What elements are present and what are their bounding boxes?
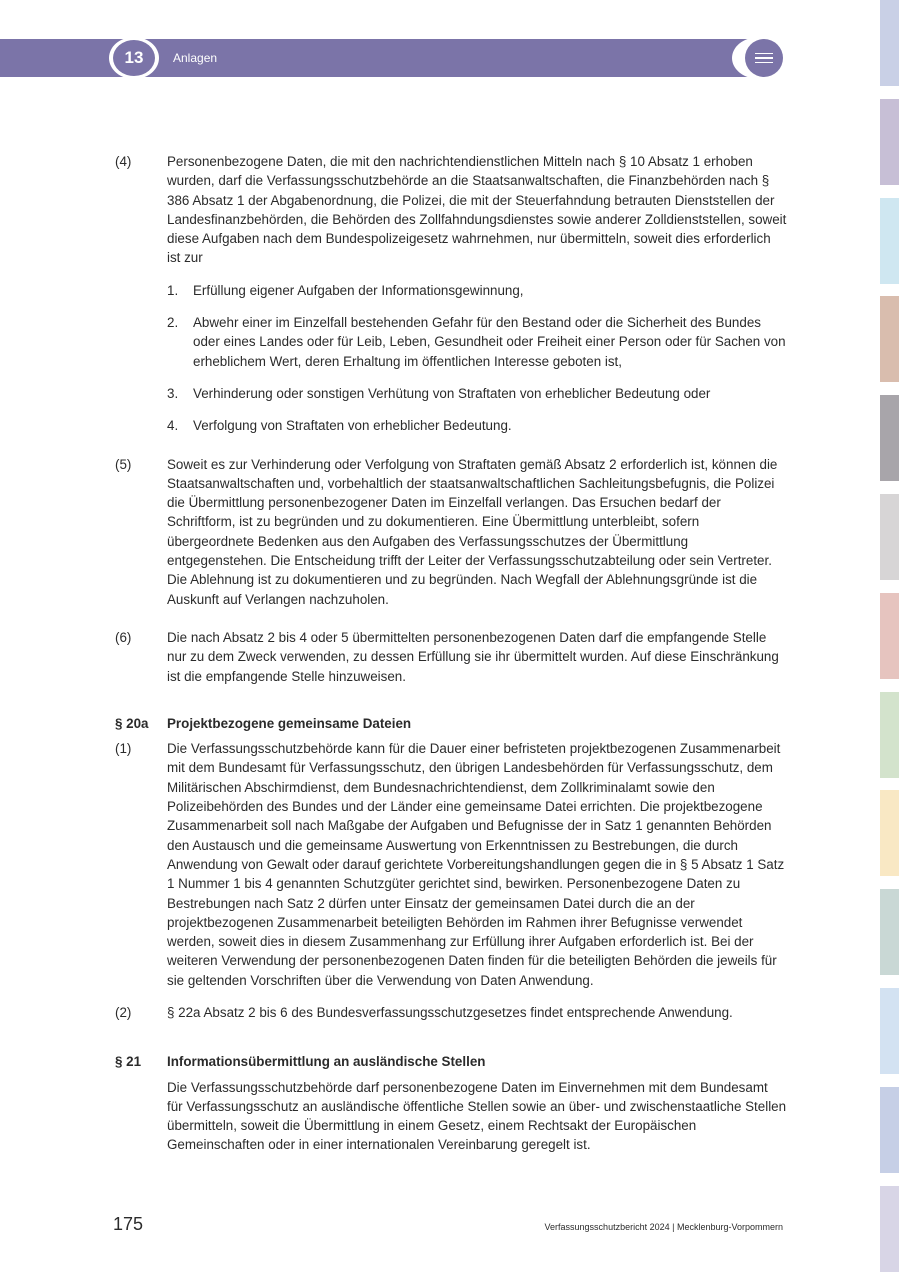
section-20a-paragraph-1: (1) Die Verfassungsschutzbehörde kann für die Dauer einer befristeten projektbezogenen Zusammenarbeit mit dem Bundesamt für Verfassungsschutz, den übrigen Landesbehörden für Verfassungsschutz, dem Militärischen Abschirmdienst, dem Bundesnachrichtendienst, dem Zollkriminalamt sowie den Polizeibehörden des Bundes und der Länder eine gemeinsame Datei errichten. Die projektbezogene Zusammenarbeit soll nach Maßgabe der Aufgaben und Befugnisse der in Satz 1 genannten Behörden den Austausch und die gemeinsame Auswertung von Erkenntnissen zu Bestrebungen, die durch Anwendung von Gewalt oder darauf gerichtete Vorbereitungshandlungen gegen die in § 5 Absatz 1 Satz 1 Nummer 1 bis 4 genannten Schutzgüter gerichtet sind, bewirken. Personenbezogene Daten zu Bestrebungen nach Satz 2 dürfen unter Einsatz der gemeinsamen Datei durch die an der projektbezogenen Zusammenarbeit beteiligten Behörden im Rahmen ihrer Befugnisse verwendet werden, soweit dies in diesem Zusammenhang zur Erfüllung ihrer Aufgaben erforderlich ist. Bei der weiteren Verwendung der personenbezogenen Daten finden für die beteiligten Behörden die jeweils für sie geltenden Vorschriften über die Verwendung von Daten Anwendung. bbox=[115, 741, 785, 988]
chapter-tab[interactable] bbox=[880, 692, 899, 778]
chapter-tab[interactable] bbox=[880, 889, 899, 975]
hamburger-icon bbox=[755, 53, 773, 55]
chapter-tab[interactable] bbox=[880, 395, 899, 481]
list-item: 1. Erfüllung eigener Aufgaben der Informationsgewinnung, bbox=[167, 282, 524, 298]
chapter-tab[interactable] bbox=[880, 988, 899, 1074]
chapter-tab[interactable] bbox=[880, 99, 899, 185]
section-heading-20a: § 20a Projektbezogene gemeinsame Dateien bbox=[115, 715, 412, 731]
chapter-number: 13 bbox=[113, 40, 155, 76]
enumerated-list bbox=[167, 281, 787, 436]
chapter-tab[interactable] bbox=[880, 0, 899, 86]
paragraph-6: (6) Die nach Absatz 2 bis 4 oder 5 übermittelten personenbezogenen Daten darf die empfangende Stelle nur zu dem Zweck verwenden, zu dessen Erfüllung sie ihr übermittelt wurden. Auf diese Einschränkung ist die empfangende Stelle hinzuweisen. bbox=[115, 629, 779, 684]
chapter-tab[interactable] bbox=[880, 296, 899, 382]
chapter-tab[interactable] bbox=[880, 790, 899, 876]
chapter-tab[interactable] bbox=[880, 494, 899, 580]
chapter-tab[interactable] bbox=[880, 1186, 899, 1272]
list-item: 2. Abwehr einer im Einzelfall bestehenden Gefahr für den Bestand oder die Sicherheit des Bundes oder eines Landes oder für Leib, Leben, Gesundheit oder Freiheit einer Person oder für Sachen von erheblichem Wert, deren Erhaltung im öffentlichen Interesse geboten ist, bbox=[167, 315, 786, 369]
paragraph-4: (4) Personenbezogene Daten, die mit den nachrichtendienstlichen Mitteln nach § 10 Absatz 1 erhoben wurden, darf die Verfassungsschutzbehörde an die Staatsanwaltschaften, die Finanzbehörden nach § 386 Absatz 1 der Abgabenordnung, die Polizei, die mit der Steuerfahndung betrauten Dienststellen der Landesfinanzbehörden, die Behörden des Zollfahndungsdienstes sowie anderer Zolldienststellen, soweit diese Aufgaben nach dem Bundespolizeigesetz wahrnehmen, nur übermitteln, soweit dies erforderlich ist zur 1. Erfüllung eigener Aufgaben der Informationsgewinnung, 2. Abwehr einer im Einzelfall bestehenden Gefahr für den Bestand oder die Sicherheit des Bundes oder eines Landes oder für Leib, Leben, Gesundheit oder Freiheit einer Person oder für Sachen von erheblichem Wert, deren Erhaltung im öffentlichen Interesse geboten ist, 3. Verhinderung oder sonstigen Verhütung von Straftaten von erheblicher Bedeutung oder 4. Verfolgung von Straftaten von erheblicher Bedeutung. bbox=[115, 152, 787, 436]
section-20a-paragraph-2: (2) § 22a Absatz 2 bis 6 des Bundesverfassungsschutzgesetzes findet entsprechende Anwendung. bbox=[115, 1004, 733, 1020]
footer-document-title: Verfassungsschutzbericht 2024 | Mecklenburg-Vorpommern bbox=[544, 1222, 783, 1232]
chapter-tab[interactable] bbox=[880, 1087, 899, 1173]
section-21-text: Die Verfassungsschutzbehörde darf personenbezogene Daten im Einvernehmen mit dem Bundesamt für Verfassungsschutz an ausländische öffentliche Stellen sowie an über- und zwischenstaatliche Stellen übermitteln, soweit die Übermittlung in einem Gesetz, einem Rechtsakt der Europäischen Gemeinschaften oder in einer internationalen Vereinbarung geregelt ist. bbox=[167, 1079, 787, 1153]
section-heading-21: § 21 Informationsübermittlung an ausländische Stellen bbox=[115, 1054, 486, 1070]
paragraph-5: (5) Soweit es zur Verhinderung oder Verfolgung von Straftaten gemäß Absatz 2 erforderlich ist, können die Staatsanwaltschaften und, vorbehaltlich der staatsanwaltschaftlichen Sachleitungsbefugnis, die Polizei die Übermittlung personenbezogener Daten im Einzelfall verlangen. Das Ersuchen bedarf der Schriftform, ist zu begründen und zu dokumentieren. Eine Übermittlung unterbleibt, sofern übergeordnete Bedenken aus den Aufgaben des Verfassungsschutzes der Übermittlung entgegenstehen. Die Entscheidung trifft der Leiter der Verfassungsschutzabteilung oder sein Vertreter. Die Ablehnung ist zu dokumentieren und zu begründen. Nach Wegfall der Ablehnungsgründe ist die Auskunft auf Verlangen nachzuholen. bbox=[115, 456, 778, 607]
document-body bbox=[115, 152, 787, 1155]
list-item: 4. Verfolgung von Straftaten von erheblicher Bedeutung. bbox=[167, 418, 512, 434]
chapter-tab[interactable] bbox=[880, 593, 899, 679]
page-number: 175 bbox=[113, 1214, 144, 1234]
chapter-tab[interactable] bbox=[880, 198, 899, 284]
menu-button[interactable] bbox=[745, 39, 783, 77]
list-item: 3. Verhinderung oder sonstigen Verhütung von Straftaten von erheblicher Bedeutung oder bbox=[167, 385, 711, 401]
chapter-title: Anlagen bbox=[173, 51, 218, 65]
